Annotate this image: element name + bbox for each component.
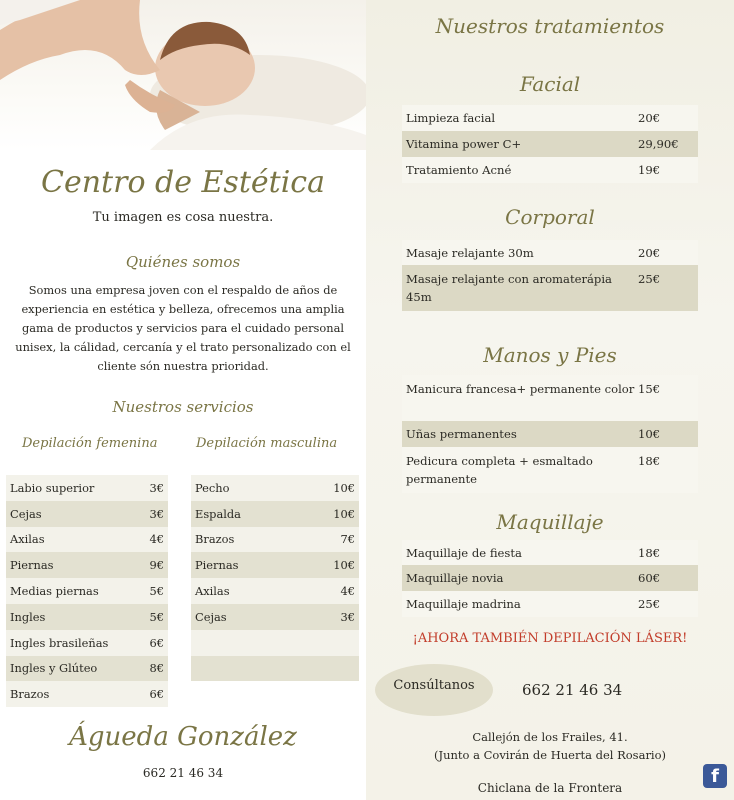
treatment-price: 60€ [638, 571, 661, 585]
service-name: Axilas [10, 532, 45, 547]
left-panel [0, 0, 366, 800]
service-price: 10€ [333, 506, 355, 521]
treatment-price: 25€ [638, 272, 661, 286]
facebook-icon[interactable]: f [703, 764, 727, 788]
service-name: Brazos [195, 532, 235, 547]
treatment-price: 20€ [638, 245, 661, 260]
hands-heading: Manos y Pies [483, 343, 617, 367]
service-price: 3€ [149, 480, 164, 495]
table-row [402, 565, 698, 591]
table-row [402, 591, 698, 617]
treatment-name: Tratamiento Acné [406, 163, 512, 177]
facial-heading: Facial [519, 72, 581, 96]
address-line1: Callejón de los Frailes, 41. [472, 730, 628, 744]
table-row [6, 578, 168, 604]
table-row [6, 604, 168, 630]
table-row [402, 157, 698, 183]
about-heading: Quiénes somos [125, 253, 241, 271]
service-price: 10€ [333, 480, 355, 495]
table-row [191, 656, 359, 682]
treatment-price: 18€ [638, 454, 661, 468]
female-price-table [6, 475, 168, 707]
service-name: Piernas [195, 558, 239, 573]
table-row [6, 656, 168, 682]
service-price: 4€ [340, 584, 355, 599]
about-text: Somos una empresa joven con el respaldo de años de experiencia en estética y belleza, ofrecemos una amplia gama de productos y servicios para el cuidado personal unisex, la cálidad, cercanía y el trato personalizado con el cliente són nuestra prioridad. [15, 283, 351, 373]
table-row [191, 501, 359, 527]
table-row [6, 552, 168, 578]
table-row [402, 265, 698, 311]
treatment-price: 10€ [638, 427, 661, 441]
treatment-price: 20€ [638, 111, 661, 125]
table-row [6, 681, 168, 707]
treatment-name: Manicura francesa+ permanente color [406, 382, 635, 396]
service-price: 7€ [340, 532, 355, 547]
service-price: 10€ [333, 558, 355, 573]
table-row [402, 131, 698, 157]
table-row [6, 630, 168, 656]
table-row [402, 105, 698, 131]
table-row [402, 540, 698, 565]
treatment-name: Vitamina power C+ [406, 137, 522, 151]
service-name: Piernas [10, 558, 54, 573]
tagline: Tu imagen es cosa nuestra. [92, 210, 274, 225]
service-name: Cejas [195, 609, 227, 624]
table-row [191, 630, 359, 656]
male-price-table [191, 475, 359, 681]
table-row [191, 604, 359, 630]
treatment-name: Pedicura completa + esmaltado permanente [406, 454, 593, 486]
service-name: Axilas [195, 584, 230, 599]
makeup-heading: Maquillaje [496, 510, 604, 534]
table-row [191, 578, 359, 604]
treatment-name: Maquillaje madrina [406, 597, 521, 611]
services-heading: Nuestros servicios [112, 398, 254, 416]
treatment-name: Uñas permanentes [406, 427, 517, 441]
treatment-price: 29,90€ [638, 137, 679, 151]
service-name: Ingles y Glúteo [10, 661, 98, 676]
table-row [191, 552, 359, 578]
table-row [402, 447, 698, 493]
treatment-price: 15€ [638, 382, 661, 396]
service-name: Espalda [195, 506, 241, 521]
body-price-table [402, 240, 698, 311]
makeup-price-table [402, 540, 698, 617]
hands-price-table [402, 375, 698, 493]
service-price: 5€ [149, 584, 164, 599]
facial-price-table [402, 105, 698, 183]
treatment-price: 18€ [638, 545, 661, 560]
consult-badge: Consúltanos [375, 664, 493, 716]
table-row [402, 375, 698, 421]
male-heading: Depilación masculina [196, 436, 338, 451]
service-price: 8€ [149, 661, 164, 676]
treatment-name: Masaje relajante con aromaterápia 45m [406, 272, 612, 304]
table-row [191, 475, 359, 501]
service-price: 5€ [149, 609, 164, 624]
service-price: 6€ [149, 635, 164, 650]
female-heading: Depilación femenina [22, 436, 158, 451]
treatment-price: 25€ [638, 597, 661, 611]
treatment-name: Limpieza facial [406, 111, 496, 125]
treatment-name: Maquillaje novia [406, 571, 504, 585]
service-name: Cejas [10, 506, 42, 521]
treatments-heading: Nuestros tratamientos [435, 14, 665, 38]
table-row [6, 501, 168, 527]
service-price: 6€ [149, 687, 164, 702]
page-title: Centro de Estética [41, 165, 325, 200]
hero-image [0, 0, 366, 150]
service-price: 4€ [149, 532, 164, 547]
contact-phone: 662 21 46 34 [522, 681, 623, 699]
service-name: Brazos [10, 687, 50, 702]
laser-announcement: ¡AHORA TAMBIÉN DEPILACIÓN LÁSER! [412, 631, 688, 646]
service-name: Labio superior [10, 480, 95, 495]
service-price: 9€ [149, 558, 164, 573]
city: Chiclana de la Frontera [477, 781, 623, 795]
service-name: Ingles [10, 609, 46, 624]
treatment-price: 19€ [638, 163, 661, 177]
address-line2: (Junto a Covirán de Huerta del Rosario) [433, 748, 667, 762]
service-name: Medias piernas [10, 584, 99, 599]
treatment-name: Maquillaje de fiesta [406, 545, 522, 560]
signature: Águeda González [69, 722, 297, 752]
service-name: Ingles brasileñas [10, 635, 109, 650]
table-row [6, 527, 168, 553]
table-row [402, 421, 698, 447]
phone-number: 662 21 46 34 [142, 766, 224, 780]
table-row [402, 240, 698, 265]
table-row [191, 527, 359, 553]
service-price: 3€ [340, 609, 355, 624]
treatment-name: Masaje relajante 30m [406, 245, 534, 260]
body-heading: Corporal [505, 205, 595, 229]
service-price: 3€ [149, 506, 164, 521]
service-name: Pecho [195, 480, 230, 495]
table-row [6, 475, 168, 501]
